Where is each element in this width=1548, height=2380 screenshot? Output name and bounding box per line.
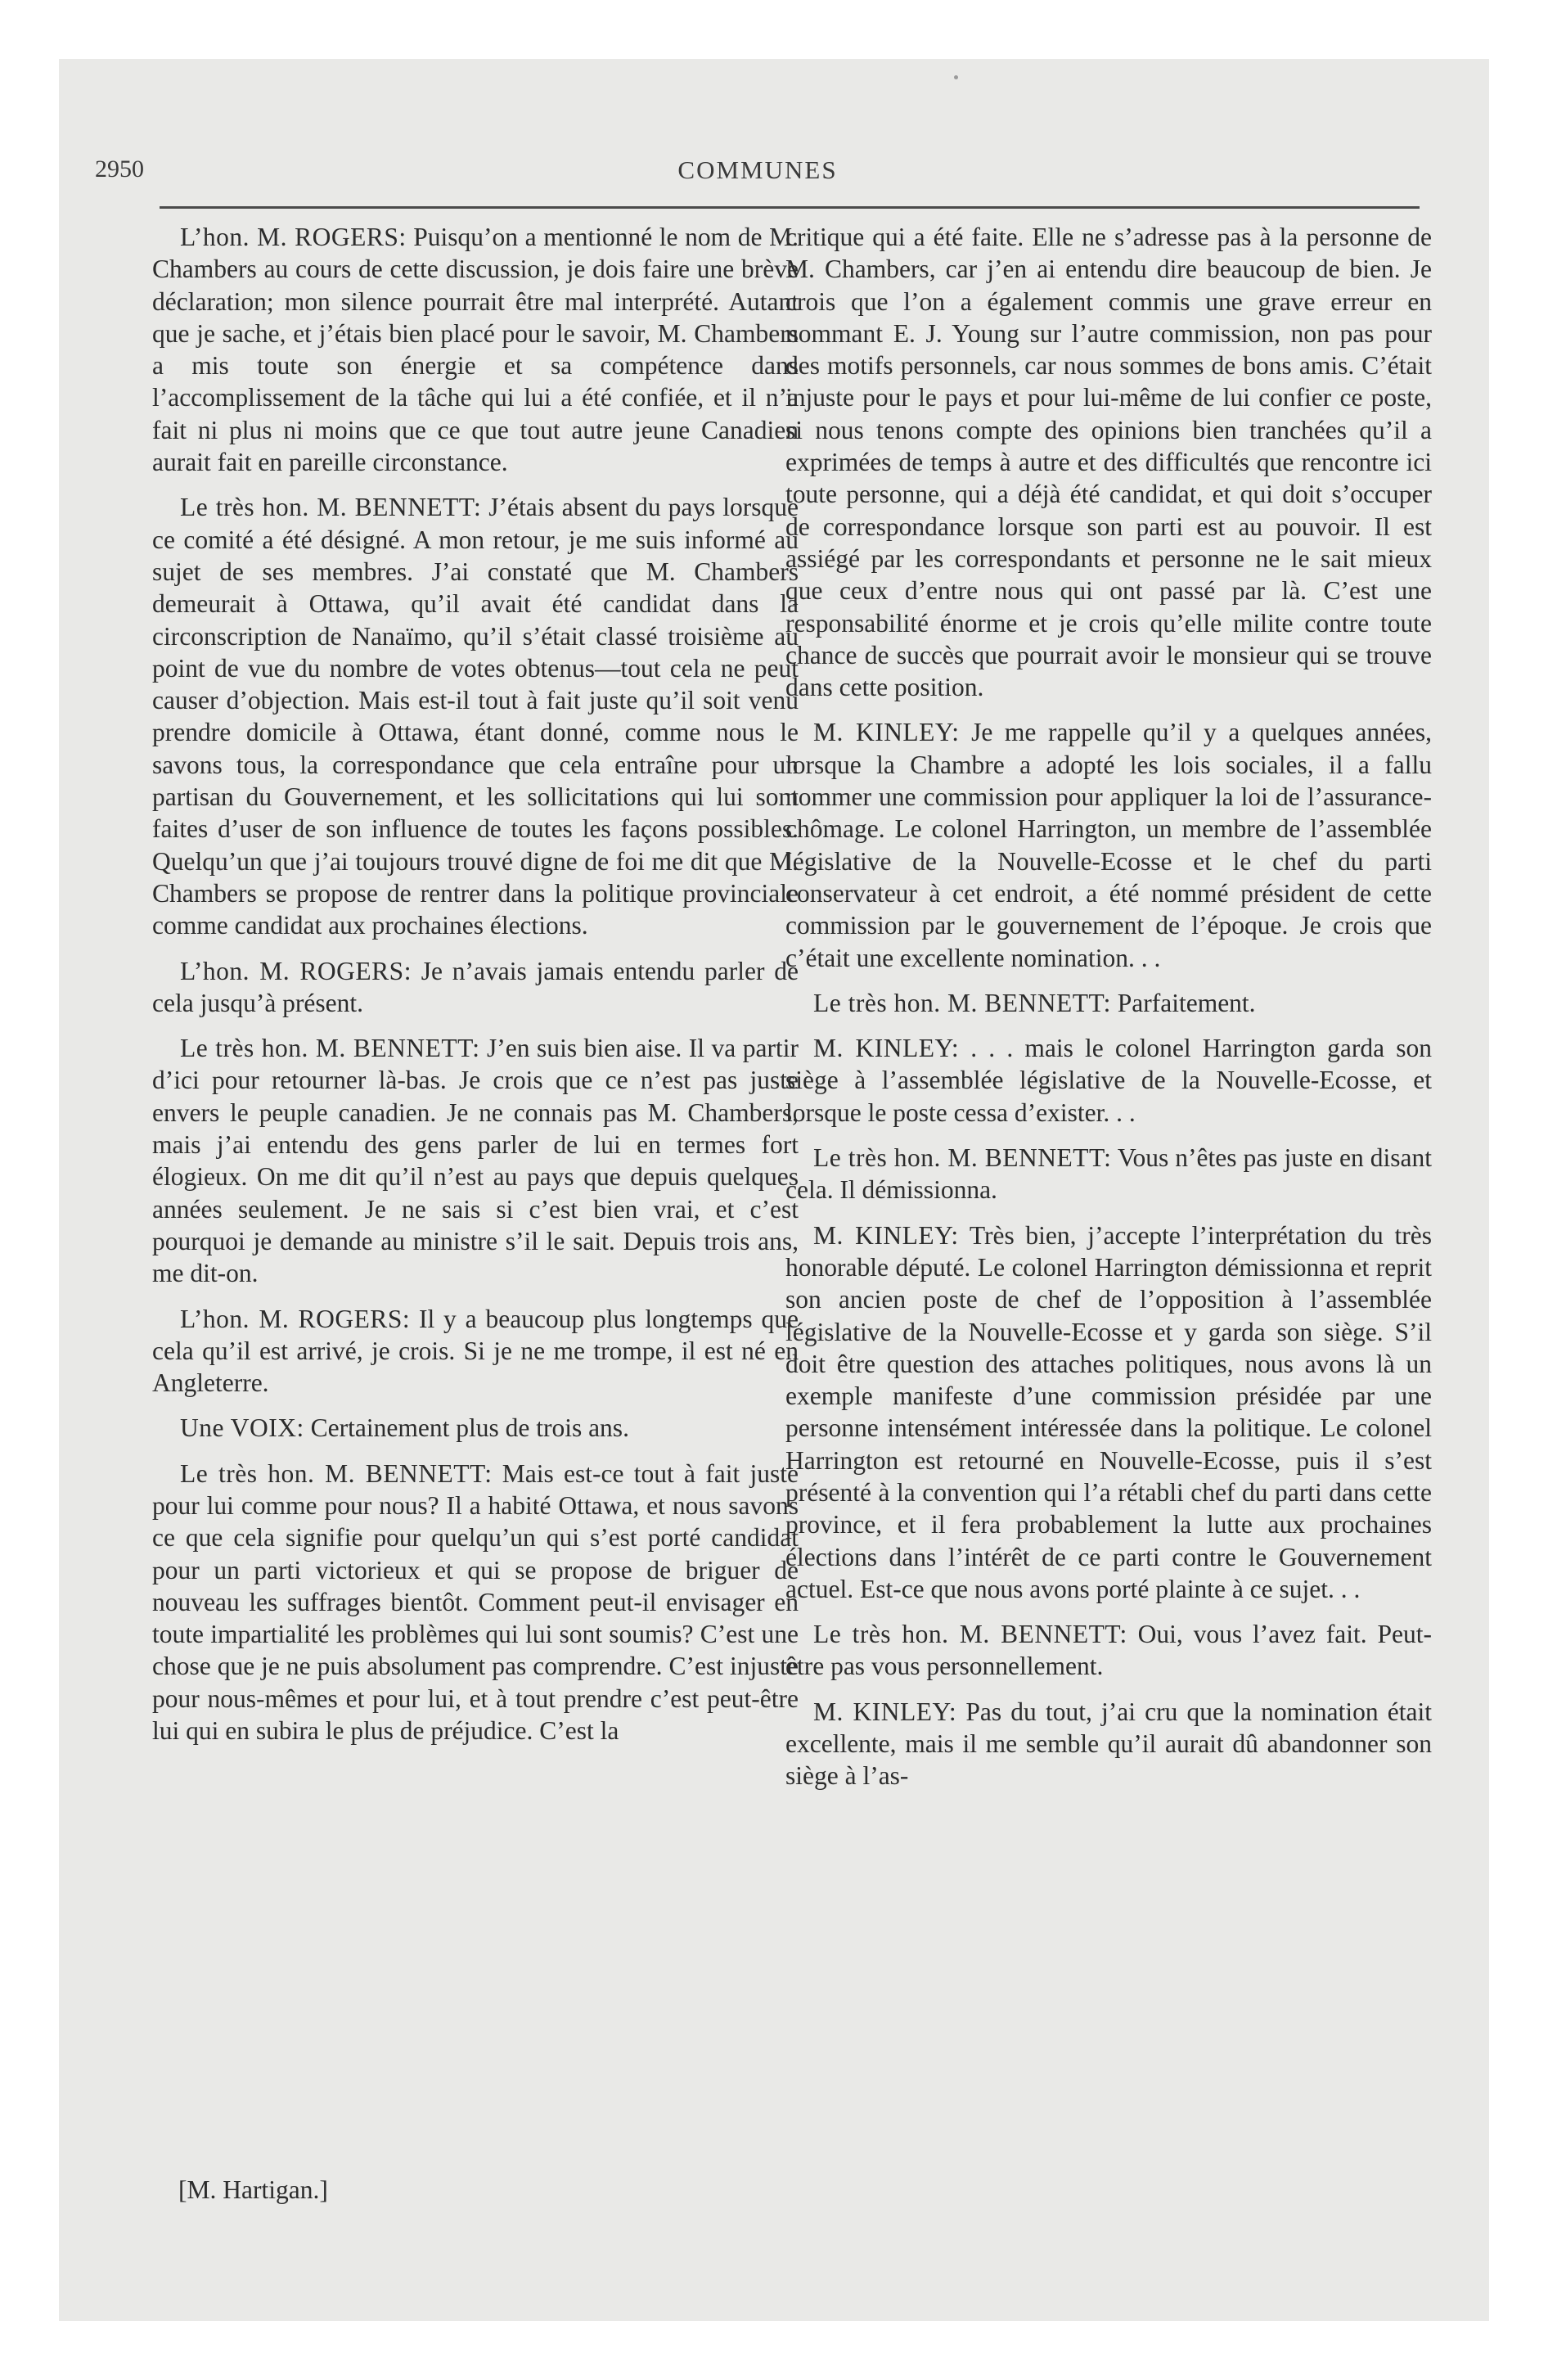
paragraph-text: Certainement plus de trois ans. <box>310 1413 629 1443</box>
speaker-label: Le très hon. M. BENNETT: <box>813 1143 1112 1173</box>
paragraph-text: Je n’avais jamais entendu parler de cela jusqu’à présent. <box>152 956 799 1017</box>
paragraph-text: Pas du tout, j’ai cru que la nomination était excellente, mais il me semble qu’il aurait dû abandonner son siège à l’as- <box>785 1697 1432 1791</box>
paragraph <box>785 1142 1432 1206</box>
speaker-label: M. KINLEY: <box>813 1697 957 1726</box>
paragraph <box>785 716 1432 973</box>
speaker-label: Le très hon. M. BENNETT: <box>180 1458 493 1488</box>
paragraph-text: Je me rappelle qu’il y a quelques années, lorsque la Chambre a adopté les lois sociales, il a fallu nommer une commission pour appliquer la loi de l’assurance-chômage. Le colonel Harrington, un membre de l’assemblée législative de la Nouvelle-Ecosse et le chef du parti conservateur à cet endroit, a été nommé président de cette commission par le gouvernement de l’époque. Je crois que c’était une excellente nomination. . . <box>785 718 1433 972</box>
paragraph-text: Puisqu’on a mentionné le nom de M. Chambers au cours de cette discussion, je dois faire une brève déclaration; mon silence pourrait être mal interprété. Autant que je sache, et j’étais bien placé pour le savoir, M. Chambers a mis toute son énergie et sa compétence dans l’accomplissement de la tâche qui lui a été confiée, et il n’a fait ni plus ni moins que ce que tout autre jeune Canadien aurait fait en pareille circonstance. <box>152 223 799 477</box>
paragraph-text: critique qui a été faite. Elle ne s’adresse pas à la personne de M. Chambers, car j’en ai entendu dire beaucoup de bien. Je crois que l’on a également commis une grave erreur en nommant E. J. Young sur l’autre commission, non pas pour des motifs personnels, car nous sommes de bons amis. C’était injuste pour le pays et pour lui-même de lui confier ce poste, si nous tenons compte des opinions bien tranchées qu’il a exprimées de temps à autre et des difficultés que rencontre ici toute personne, qui a déjà été candidat, et qui doit s’occuper de correspondance lorsque son parti est au pouvoir. Il est assiégé par les correspondants et personne ne le sait mieux que ceux d’entre nous qui ont passé par là. C’est une responsabilité énorme et je crois qu’elle milite contre toute chance de succès que pourrait avoir le monsieur qui se trouve dans cette position. <box>785 223 1432 702</box>
speaker-label: M. KINLEY: <box>813 718 960 747</box>
speaker-label: Une VOIX: <box>180 1413 304 1443</box>
right-column <box>785 221 1432 1805</box>
paragraph <box>785 1219 1432 1606</box>
paragraph-text: J’étais absent du pays lorsque ce comité a été désigné. A mon retour, je me suis informé au sujet de ses membres. J’ai constaté que M. Chambers demeurait à Ottawa, qu’il avait été candidat dans la circonscription de Nanaïmo, qu’il s’était classé troisième au point de vue du nombre de votes obtenus—tout cela ne peut causer d’objection. Mais est-il tout à fait juste qu’il soit venu prendre domicile à Ottawa, étant donné, comme nous le savons tous, la correspondance que cela entraîne pour un partisan du Gouvernement, et les sollicitations qui lui sont faites d’user de son influence de toutes les façons possibles. Quelqu’un que j’ai toujours trouvé digne de foi me dit que M. Chambers se propose de rentrer dans la politique provinciale comme candidat aux prochaines élections. <box>152 493 799 940</box>
paragraph <box>152 1412 799 1444</box>
paragraph <box>152 1458 799 1747</box>
paragraph-text: Oui, vous l’avez fait. Peut-être pas vous personnellement. <box>785 1620 1432 1681</box>
speaker-label: L’hon. M. ROGERS: <box>180 1304 411 1333</box>
paragraph <box>785 1618 1432 1683</box>
paragraph-text: Vous n’êtes pas juste en disant cela. Il démissionna. <box>785 1143 1432 1205</box>
paragraph-text: Parfaitement. <box>1117 988 1256 1017</box>
speaker-label: Le très hon. M. BENNETT: <box>180 1034 480 1063</box>
paragraph-text: Il y a beaucoup plus longtemps que cela qu’il est arrivé, je crois. Si je ne me trompe, il est né en Angleterre. <box>152 1304 799 1398</box>
paragraph <box>152 491 799 941</box>
paragraph-text: Très bien, j’accepte l’interprétation du très honorable député. Le colonel Harrington démissionna et reprit son ancien poste de chef de l’opposition à l’assemblée législative de la Nouvelle-Ecosse et y garda son siège. S’il doit être question des attaches politiques, nous avons là un exemple manifeste d’une commission présidée par une personne intensément intéressée dans la politique. Le colonel Harrington est retourné en Nouvelle-Ecosse, puis il s’est présenté à la convention qui l’a rétabli chef du parti dans cette province, et il fera probablement la lutte aux prochaines élections dans l’intérêt de ce parti contre le Gouvernement actuel. Est-ce que nous avons porté plainte à ce sujet. . . <box>785 1220 1432 1603</box>
speaker-label: M. KINLEY: <box>813 1220 959 1250</box>
paragraph-text: J’en suis bien aise. Il va partir d’ici pour retourner là-bas. Je crois que ce n’est pas juste envers le peuple canadien. Je ne connais pas M. Chambers, mais j’ai entendu des gens parler de lui en termes fort élogieux. On me dit qu’il n’est au pays que depuis quelques années seulement. Je ne sais si c’est bien vrai, et c’est pourquoi je demande au ministre s’il le sait. Depuis trois ans, me dit-on. <box>152 1034 799 1288</box>
header-rule <box>160 206 1420 209</box>
speaker-label: L’hon. M. ROGERS: <box>180 223 407 251</box>
speaker-label: L’hon. M. ROGERS: <box>180 956 412 985</box>
paragraph <box>152 1303 799 1400</box>
running-head: COMMUNES <box>677 156 838 184</box>
paragraph <box>785 1696 1432 1792</box>
footer-note: [M. Hartigan.] <box>178 2175 328 2204</box>
speaker-label: Le très hon. M. BENNETT: <box>180 493 482 522</box>
speaker-label: Le très hon. M. BENNETT: <box>813 1620 1127 1649</box>
paragraph <box>152 221 799 478</box>
page-speck <box>954 75 958 79</box>
paragraph <box>785 1032 1432 1129</box>
page-header <box>95 152 1420 193</box>
speaker-label: Le très hon. M. BENNETT: <box>813 988 1111 1017</box>
paragraph-text: . . . mais le colonel Harrington garda son siège à l’assemblée législative de la Nouvelle-Ecosse, et lorsque le poste cessa d’exister. . . <box>785 1034 1432 1127</box>
paragraph <box>152 955 799 1020</box>
page-number: 2950 <box>95 156 144 183</box>
left-column <box>152 221 799 1760</box>
paragraph-continued <box>785 221 1432 703</box>
paragraph <box>785 987 1432 1019</box>
paragraph-text: Mais est-ce tout à fait juste pour lui comme pour nous? Il a habité Ottawa, et nous savons ce que cela signifie pour quelqu’un qui s’est porté candidat pour un parti victorieux et qui se propose de briguer de nouveau les suffrages bientôt. Comment peut-il envisager en toute impartialité les problèmes qui lui sont soumis? C’est une chose que je ne puis absolument pas comprendre. C’est injuste pour nous-mêmes et pour lui, et à tout prendre c’est peut-être lui qui en subira le plus de préjudice. C’est la <box>152 1458 799 1746</box>
paragraph <box>152 1032 799 1289</box>
speaker-label: M. KINLEY: <box>813 1034 960 1063</box>
